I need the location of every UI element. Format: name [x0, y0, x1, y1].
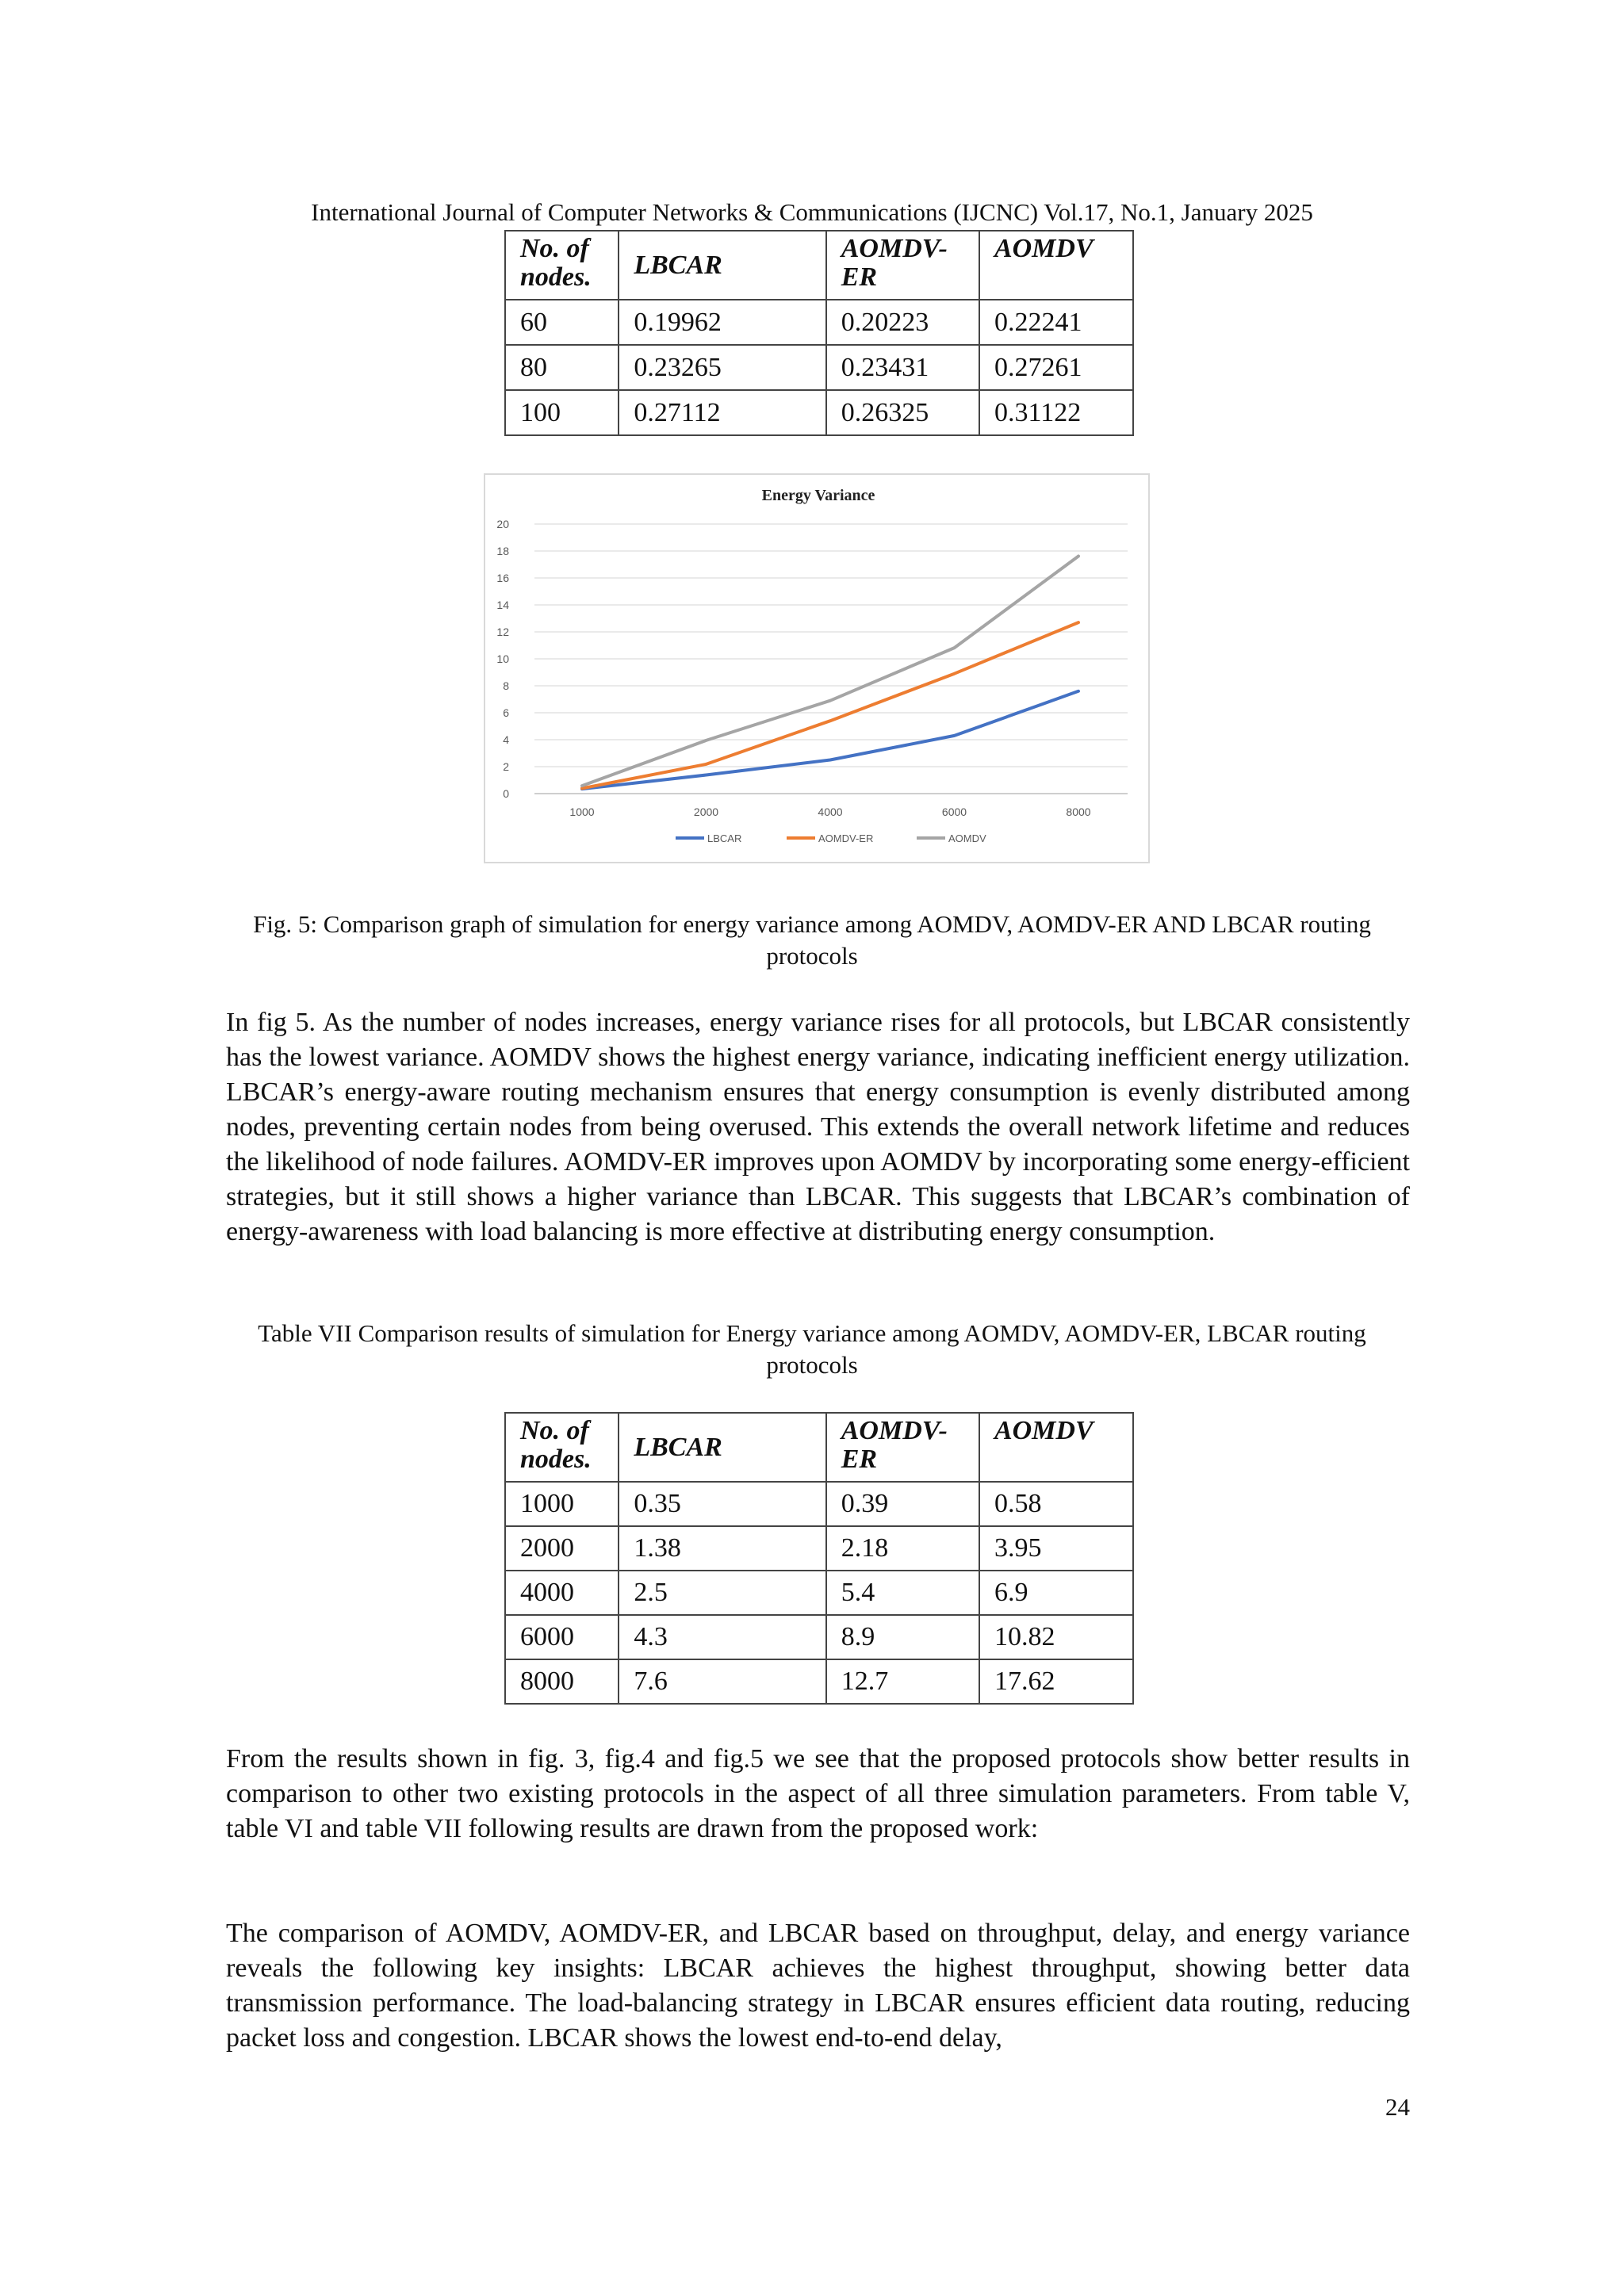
- y-tick-label: 8: [503, 679, 509, 692]
- table-header-cell: AOMDV-ER: [826, 231, 979, 300]
- table-cell: 0.23265: [619, 345, 825, 390]
- table-row: [505, 1526, 1133, 1571]
- table-cell: 0.20223: [826, 300, 979, 345]
- table-row: [505, 390, 1133, 435]
- table-cell: 0.31122: [979, 390, 1133, 435]
- table-cell: 4000: [505, 1571, 619, 1615]
- table-cell: 2.18: [826, 1526, 979, 1571]
- table-row: [505, 1615, 1133, 1659]
- legend-label: LBCAR: [707, 832, 742, 844]
- energy-variance-chart: [484, 473, 1150, 863]
- table-header-row: [505, 231, 1133, 300]
- x-tick-label: 8000: [1066, 806, 1091, 818]
- legend-label: AOMDV-ER: [818, 832, 874, 844]
- table-cell: 17.62: [979, 1659, 1133, 1704]
- series-line-aomdv-er: [582, 622, 1078, 788]
- table-header-cell: LBCAR: [619, 231, 825, 300]
- x-tick-label: 1000: [569, 806, 595, 818]
- figure-caption: Fig. 5: Comparison graph of simulation for energy variance among AOMDV, AOMDV-ER AND LBCAR routing protocols: [253, 910, 1371, 970]
- y-tick-label: 16: [496, 572, 509, 584]
- table-cell: 4.3: [619, 1615, 825, 1659]
- table-row: [505, 1571, 1133, 1615]
- table-cell: 2000: [505, 1526, 619, 1571]
- table-cell: 0.23431: [826, 345, 979, 390]
- x-tick-label: 4000: [818, 806, 843, 818]
- table-cell: 10.82: [979, 1615, 1133, 1659]
- table-row: [505, 300, 1133, 345]
- legend-label: AOMDV: [948, 832, 986, 844]
- table-row: [505, 1482, 1133, 1526]
- table-row: [505, 345, 1133, 390]
- table-header-cell: AOMDV: [979, 231, 1133, 300]
- table-cell: 6.9: [979, 1571, 1133, 1615]
- table-cell: 12.7: [826, 1659, 979, 1704]
- body-paragraph: The comparison of AOMDV, AOMDV-ER, and LBCAR based on throughput, delay, and energy variance reveals the following key insights: LBCAR achieves the highest throughput, showing better data transmission performance. The load-balancing strategy in LBCAR ensures efficient data routing, reducing packet loss and congestion. LBCAR shows the lowest end-to-end delay,: [226, 1919, 1410, 2053]
- table-cell: 0.27112: [619, 390, 825, 435]
- page-number: 24: [1385, 2093, 1410, 2121]
- y-tick-label: 6: [503, 706, 509, 719]
- table-cell: 0.19962: [619, 300, 825, 345]
- table-caption: Table VII Comparison results of simulation for Energy variance among AOMDV, AOMDV-ER, LBCAR routing protocols: [258, 1319, 1366, 1379]
- table-cell: 100: [505, 390, 619, 435]
- table-cell: 0.27261: [979, 345, 1133, 390]
- table-row: [505, 1659, 1133, 1704]
- table-vii: [504, 1412, 1134, 1705]
- y-tick-label: 14: [496, 599, 509, 611]
- table-cell: 5.4: [826, 1571, 979, 1615]
- table-cell: 80: [505, 345, 619, 390]
- table-cell: 1000: [505, 1482, 619, 1526]
- body-paragraph: From the results shown in fig. 3, fig.4 and fig.5 we see that the proposed protocols show better results in comparison to other two existing protocols in the aspect of all three simulation parameters. From table V, table VI and table VII following results are drawn from the proposed work:: [226, 1744, 1410, 1843]
- y-tick-label: 20: [496, 518, 509, 530]
- y-tick-label: 18: [496, 545, 509, 557]
- y-tick-label: 4: [503, 733, 509, 746]
- x-tick-label: 6000: [941, 806, 967, 818]
- x-tick-label: 2000: [693, 806, 719, 818]
- table-header-row: [505, 1413, 1133, 1482]
- table-cell: 2.5: [619, 1571, 825, 1615]
- table-cell: 7.6: [619, 1659, 825, 1704]
- y-tick-label: 12: [496, 626, 509, 638]
- table-vi: [504, 230, 1134, 436]
- table-cell: 6000: [505, 1615, 619, 1659]
- series-line-aomdv: [582, 557, 1078, 786]
- table-cell: 0.26325: [826, 390, 979, 435]
- table-header-cell: No. of nodes.: [505, 231, 619, 300]
- table-cell: 0.22241: [979, 300, 1133, 345]
- table-cell: 0.58: [979, 1482, 1133, 1526]
- table-header-cell: AOMDV: [979, 1413, 1133, 1482]
- table-header-cell: LBCAR: [619, 1413, 825, 1482]
- running-header: International Journal of Computer Networks & Communications (IJCNC) Vol.17, No.1, January 2025: [311, 198, 1313, 226]
- chart-title: Energy Variance: [761, 487, 875, 504]
- table-header-cell: AOMDV-ER: [826, 1413, 979, 1482]
- table-cell: 60: [505, 300, 619, 345]
- table-cell: 8000: [505, 1659, 619, 1704]
- table-cell: 1.38: [619, 1526, 825, 1571]
- table-header-cell: No. of nodes.: [505, 1413, 619, 1482]
- chart-canvas: [485, 475, 1148, 862]
- table-cell: 0.35: [619, 1482, 825, 1526]
- body-paragraph: In fig 5. As the number of nodes increases, energy variance rises for all protocols, but LBCAR consistently has the lowest variance. AOMDV shows the highest energy variance, indicating inefficient energy utilization. LBCAR’s energy-aware routing mechanism ensures that energy consumption is evenly distributed among nodes, preventing certain nodes from being overused. This extends the overall network lifetime and reduces the likelihood of node failures. AOMDV-ER improves upon AOMDV by incorporating some energy-efficient strategies, but it still shows a higher variance than LBCAR. This suggests that LBCAR’s combination of energy-awareness with load balancing is more effective at distributing energy consumption.: [226, 1008, 1410, 1246]
- y-tick-label: 0: [503, 787, 509, 800]
- table-cell: 8.9: [826, 1615, 979, 1659]
- table-cell: 0.39: [826, 1482, 979, 1526]
- table-cell: 3.95: [979, 1526, 1133, 1571]
- y-tick-label: 2: [503, 760, 509, 773]
- y-tick-label: 10: [496, 652, 509, 665]
